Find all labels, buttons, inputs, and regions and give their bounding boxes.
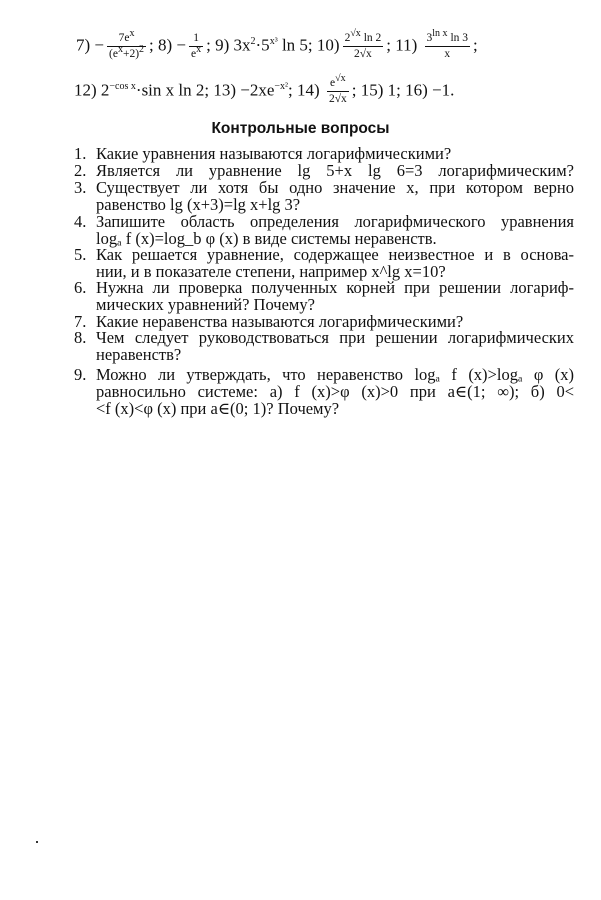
question-7-number: 7. — [74, 312, 87, 331]
answer-7-denominator-exp: x — [117, 44, 123, 56]
answer-7-sign: − — [94, 35, 105, 55]
question-6-line-1: Нужна ли проверка полученных корней при решении логариф- — [96, 278, 574, 297]
question-8-number: 8. — [74, 328, 87, 347]
answer-10-numerator-tail: ln 2 — [360, 32, 382, 44]
answer-14-denominator: 2√x — [328, 93, 347, 105]
question-4-line-2: logₐ f (x)=log_b φ (x) в виде системы неравенств. — [96, 229, 437, 248]
answer-10-fraction — [343, 28, 384, 61]
answer-11-label: ; 11) — [386, 35, 418, 55]
answer-8-fraction — [189, 32, 203, 61]
answer-11-numerator: 3 — [426, 32, 433, 44]
question-5-line-1: Как решается уравнение, содержащее неизвестное и в основа- — [96, 245, 574, 264]
question-9 — [74, 366, 574, 417]
question-4 — [74, 213, 574, 247]
question-9-line-1: Можно ли утверждать, что неравенство logₐ f (x)>logₐ φ (x) — [96, 365, 574, 384]
answer-15-16: ; 15) 1; 16) −1. — [351, 80, 455, 100]
question-3-line-1: Существует ли хотя бы одно значение x, при котором верно — [96, 178, 574, 197]
question-9-line-3: <f (x)<φ (x) при a∈(0; 1)? Почему? — [96, 399, 340, 418]
question-1 — [74, 145, 574, 162]
question-9-number: 9. — [74, 365, 87, 384]
answer-11-denominator: x — [444, 48, 451, 60]
answer-9-dot: ·5 — [255, 35, 270, 55]
question-3-number: 3. — [74, 178, 87, 197]
answer-9-exp-1: 2 — [250, 35, 256, 47]
answer-7-fraction — [107, 28, 146, 61]
answer-9-label: ; 9) — [206, 35, 230, 55]
question-8-line-1: Чем следует руководствоваться при решении логарифмических — [96, 328, 574, 347]
answer-10-numerator-exp: √x — [350, 28, 361, 40]
question-3-line-2: равенство lg (x+3)=lg x+lg 3? — [96, 195, 301, 214]
question-8 — [74, 329, 574, 363]
question-8-line-2: неравенств? — [96, 345, 182, 364]
answer-10-numerator: 2 — [344, 32, 351, 44]
answer-14-numerator: e — [330, 77, 336, 89]
answer-7-numerator: 7e — [118, 32, 130, 44]
answer-12-tail: ·sin x ln 2; 13) — [135, 80, 237, 100]
section-title: Контрольные вопросы — [211, 120, 390, 137]
question-5-line-2: нии, и в показателе степени, например x^lg x=10? — [96, 262, 446, 281]
answer-11-fraction — [425, 28, 470, 61]
answer-7-denominator-tail-exp: 2 — [139, 44, 145, 56]
answer-8-label: ; 8) — [149, 35, 173, 55]
answer-8-sign: − — [176, 35, 187, 55]
question-1-number: 1. — [74, 144, 87, 163]
answer-9-tail: ln 5; — [277, 35, 313, 55]
answer-11-end: ; — [473, 35, 478, 55]
answer-9-exp-2: x³ — [269, 35, 278, 47]
question-4-line-1: Запишите область определения логарифмического уравнения — [96, 212, 574, 231]
answer-11-numerator-exp: ln x — [432, 28, 448, 40]
question-4-number: 4. — [74, 212, 87, 231]
answer-14-fraction — [327, 73, 349, 106]
question-2-line-1: Является ли уравнение lg 5+x lg 6=3 логарифмическим? — [96, 161, 574, 180]
scan-speck — [36, 841, 38, 843]
answer-11-numerator-tail: ln 3 — [447, 32, 469, 44]
answer-7-numerator-exp: x — [129, 28, 135, 40]
question-1-line-1: Какие уравнения называются логарифмическими? — [96, 144, 452, 163]
answer-10-denominator: 2√x — [354, 48, 372, 60]
question-6-number: 6. — [74, 278, 87, 297]
answers-line-2 — [74, 73, 455, 106]
answer-9-base: 3x — [233, 35, 251, 55]
answer-12-label: 12) — [74, 80, 97, 100]
question-7-line-1: Какие неравенства называются логарифмическими? — [96, 312, 464, 331]
answer-13-exp: −x² — [274, 80, 289, 92]
answer-7-denominator-tail: +2) — [122, 48, 140, 60]
answer-13-expr: −2xe — [240, 80, 275, 100]
answer-7-denominator: (e — [109, 48, 118, 60]
question-6-line-2: мических уравнений? Почему? — [96, 295, 315, 314]
answer-10-label: 10) — [316, 35, 340, 55]
answer-12-base: 2 — [100, 80, 110, 100]
answer-14-label: ; 14) — [288, 80, 320, 100]
question-3 — [74, 179, 574, 213]
question-9-line-2: равносильно системе: а) f (x)>φ (x)>0 при a∈(1; ∞); б) 0< — [96, 382, 574, 401]
answers-line-1 — [76, 28, 478, 61]
question-2-number: 2. — [74, 161, 87, 180]
question-5-number: 5. — [74, 245, 87, 264]
answer-8-denominator: e — [191, 48, 197, 60]
answer-7-label: 7) — [76, 35, 91, 55]
answer-8-numerator: 1 — [189, 32, 203, 47]
answer-12-exp: −cos x — [109, 80, 136, 92]
question-2 — [74, 162, 574, 179]
answer-8-denominator-exp: x — [196, 44, 202, 56]
answer-14-numerator-exp: √x — [335, 73, 346, 85]
question-5 — [74, 246, 574, 280]
question-6 — [74, 279, 574, 313]
